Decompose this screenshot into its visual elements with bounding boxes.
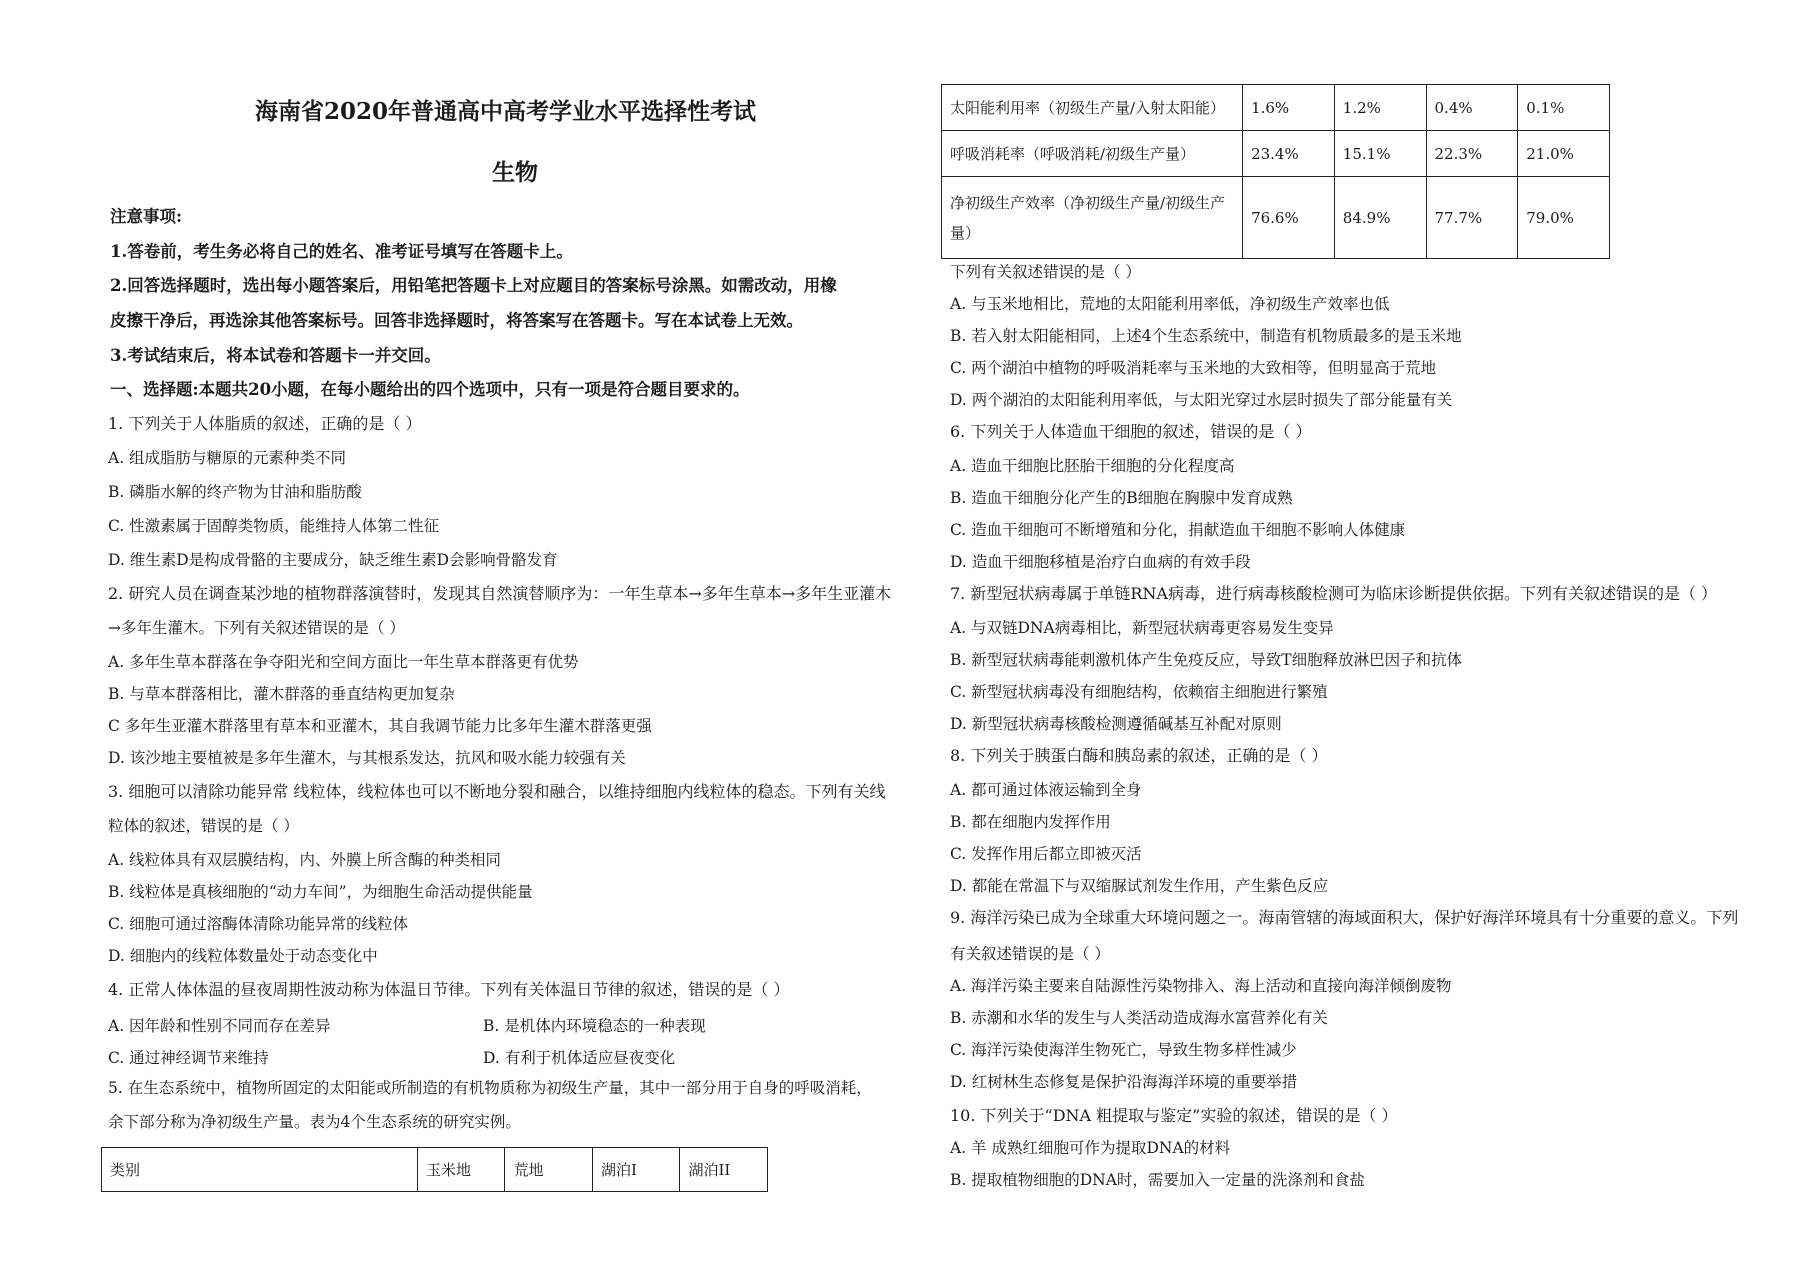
text-line: B. 线粒体是真核细胞的“动力车间”，为细胞生命活动提供能量 (108, 883, 533, 901)
table-cell: 太阳能利用率（初级生产量/入射太阳能） (942, 85, 1243, 131)
table-cell: 23.4% (1243, 131, 1335, 177)
text-line: A. 与玉米地相比，荒地的太阳能利用率低，净初级生产效率也低 (950, 295, 1390, 313)
table-cell: 1.6% (1243, 85, 1335, 131)
page-title: 海南省2020年普通高中高考学业水平选择性考试 (255, 98, 757, 125)
table-cell: 77.7% (1426, 177, 1518, 259)
text-line: B. 都在细胞内发挥作用 (950, 813, 1111, 831)
table-header-cell: 荒地 (505, 1148, 592, 1192)
text-line: A. 造血干细胞比胚胎干细胞的分化程度高 (950, 457, 1235, 475)
q5-stem: 余下部分称为净初级生产量。表为4个生态系统的研究实例。 (108, 1113, 521, 1131)
table-cell: 15.1% (1334, 131, 1426, 177)
question-stem: 9. 海洋污染已成为全球重大环境问题之一。海南管辖的海域面积大，保护好海洋环境具有十分重要的意义。下列 (950, 908, 1739, 927)
table-cell: 0.1% (1518, 85, 1610, 131)
text-line: C. 新型冠状病毒没有细胞结构，依赖宿主细胞进行繁殖 (950, 683, 1328, 701)
table-cell: 0.4% (1426, 85, 1518, 131)
table-cell: 呼吸消耗率（呼吸消耗/初级生产量） (942, 131, 1243, 177)
table-cell: 84.9% (1334, 177, 1426, 259)
text-line: B. 若入射太阳能相同，上述4个生态系统中，制造有机物质最多的是玉米地 (950, 327, 1462, 345)
text-line: C. 性激素属于固醇类物质，能维持人体第二性征 (108, 517, 440, 535)
text-line: B. 与草本群落相比，灌木群落的垂直结构更加复杂 (108, 685, 455, 703)
text-line: B. 造血干细胞分化产生的B细胞在胸腺中发育成熟 (950, 489, 1293, 507)
subject-title: 生物 (492, 159, 538, 186)
question-stem: 7. 新型冠状病毒属于单链RNA病毒，进行病毒核酸检测可为临床诊断提供依据。下列有关叙述错误的是（ ） (950, 584, 1718, 603)
note-item: 1.答卷前，考生务必将自己的姓名、准考证号填写在答题卡上。 (110, 242, 573, 261)
text-line: C. 造血干细胞可不断增殖和分化，捐献造血干细胞不影响人体健康 (950, 521, 1406, 539)
table-header (101, 1147, 768, 1192)
q4-option-a: A. 因年龄和性别不同而存在差异 (108, 1017, 331, 1035)
table-row (942, 131, 1610, 177)
table-cell: 22.3% (1426, 131, 1518, 177)
q4-option-b: B. 是机体内环境稳态的一种表现 (483, 1017, 706, 1035)
text-line: B. 新型冠状病毒能刺激机体产生免疫反应，导致T细胞释放淋巴因子和抗体 (950, 651, 1463, 669)
table-cell: 76.6% (1243, 177, 1335, 259)
notes-heading: 注意事项: (110, 207, 183, 226)
text-line: D. 都能在常温下与双缩脲试剂发生作用，产生紫色反应 (950, 877, 1329, 895)
table-cell: 21.0% (1518, 131, 1610, 177)
table-cell: 1.2% (1334, 85, 1426, 131)
text-line: D. 新型冠状病毒核酸检测遵循碱基互补配对原则 (950, 715, 1282, 733)
text-line: C. 两个湖泊中植物的呼吸消耗率与玉米地的大致相等，但明显高于荒地 (950, 359, 1437, 377)
table-cell: 净初级生产效率（净初级生产量/初级生产量） (942, 177, 1243, 259)
question-stem: 6. 下列关于人体造血干细胞的叙述，错误的是（ ） (950, 422, 1312, 441)
text-line: B. 提取植物细胞的DNA时，需要加入一定量的洗涤剂和食盐 (950, 1171, 1365, 1189)
question-stem: 10. 下列关于“DNA 粗提取与鉴定”实验的叙述，错误的是（ ） (950, 1106, 1398, 1125)
text-line: C. 海洋污染使海洋生物死亡，导致生物多样性减少 (950, 1041, 1297, 1059)
text-line: B. 赤潮和水华的发生与人类活动造成海水富营养化有关 (950, 1009, 1328, 1027)
question-stem: 8. 下列关于胰蛋白酶和胰岛素的叙述，正确的是（ ） (950, 746, 1328, 765)
question-stem: 2. 研究人员在调查某沙地的植物群落演替时，发现其自然演替顺序为：一年生草本→多年生草本→多年生亚灌木 (108, 584, 892, 603)
text-line: D. 维生素D是构成骨骼的主要成分，缺乏维生素D会影响骨骼发育 (108, 551, 558, 569)
text-line: →多年生灌木。下列有关叙述错误的是（ ） (108, 619, 405, 637)
table-row (942, 85, 1610, 131)
text-line: A. 多年生草本群落在争夺阳光和空间方面比一年生草本群落更有优势 (108, 653, 579, 671)
q5-stem: 5. 在生态系统中，植物所固定的太阳能或所制造的有机物质称为初级生产量，其中一部分用于自身的呼吸消耗， (108, 1079, 872, 1097)
text-line: 下列有关叙述错误的是（ ） (950, 263, 1141, 281)
table-header-cell: 湖泊I (592, 1148, 679, 1192)
note-item: 皮擦干净后，再选涂其他答案标号。回答非选择题时，将答案写在答题卡。写在本试卷上无效。 (110, 311, 803, 330)
table-header-cell: 湖泊II (680, 1148, 768, 1192)
text-line: 有关叙述错误的是（ ） (950, 945, 1110, 963)
text-line: A. 组成脂肪与糖原的元素种类不同 (108, 449, 347, 467)
text-line: A. 线粒体具有双层膜结构，内、外膜上所含酶的种类相同 (108, 851, 502, 869)
table-header-cell: 玉米地 (418, 1148, 505, 1192)
text-line: C 多年生亚灌木群落里有草本和亚灌木，其自我调节能力比多年生灌木群落更强 (108, 717, 652, 735)
text-line: 粒体的叙述，错误的是（ ） (108, 817, 299, 835)
text-line: D. 细胞内的线粒体数量处于动态变化中 (108, 947, 378, 965)
text-line: C. 细胞可通过溶酶体清除功能异常的线粒体 (108, 915, 409, 933)
text-line: C. 发挥作用后都立即被灭活 (950, 845, 1142, 863)
text-line: D. 造血干细胞移植是治疗白血病的有效手段 (950, 553, 1251, 571)
q4-option-c: C. 通过神经调节来维持 (108, 1049, 269, 1067)
table-row (942, 177, 1610, 259)
data-table (941, 84, 1610, 259)
table-cell: 79.0% (1518, 177, 1610, 259)
text-line: D. 红树林生态修复是保护沿海海洋环境的重要举措 (950, 1073, 1298, 1091)
text-line: A. 与双链DNA病毒相比，新型冠状病毒更容易发生变异 (950, 619, 1334, 637)
question-stem: 4. 正常人体体温的昼夜周期性波动称为体温日节律。下列有关体温日节律的叙述，错误的是（ ） (108, 980, 790, 999)
q4-option-d: D. 有利于机体适应昼夜变化 (483, 1049, 676, 1067)
text-line: D. 该沙地主要植被是多年生灌木，与其根系发达，抗风和吸水能力较强有关 (108, 749, 626, 767)
text-line: A. 都可通过体液运输到全身 (950, 781, 1142, 799)
text-line: A. 羊 成熟红细胞可作为提取DNA的材料 (950, 1139, 1231, 1157)
note-item: 2.回答选择题时，选出每小题答案后，用铅笔把答题卡上对应题目的答案标号涂黑。如需改动，用橡 (110, 276, 837, 295)
section-heading: 一、选择题:本题共20小题，在每小题给出的四个选项中，只有一项是符合题目要求的。 (110, 380, 750, 399)
text-line: A. 海洋污染主要来自陆源性污染物排入、海上活动和直接向海洋倾倒废物 (950, 977, 1452, 995)
table-header-cell: 类别 (102, 1148, 418, 1192)
question-stem: 3. 细胞可以清除功能异常 线粒体，线粒体也可以不断地分裂和融合，以维持细胞内线粒体的稳态。下列有关线 (108, 782, 886, 801)
text-line: D. 两个湖泊的太阳能利用率低，与太阳光穿过水层时损失了部分能量有关 (950, 391, 1453, 409)
question-stem: 1. 下列关于人体脂质的叙述，正确的是（ ） (108, 414, 422, 433)
note-item: 3.考试结束后，将本试卷和答题卡一并交回。 (110, 346, 441, 365)
text-line: B. 磷脂水解的终产物为甘油和脂肪酸 (108, 483, 362, 501)
